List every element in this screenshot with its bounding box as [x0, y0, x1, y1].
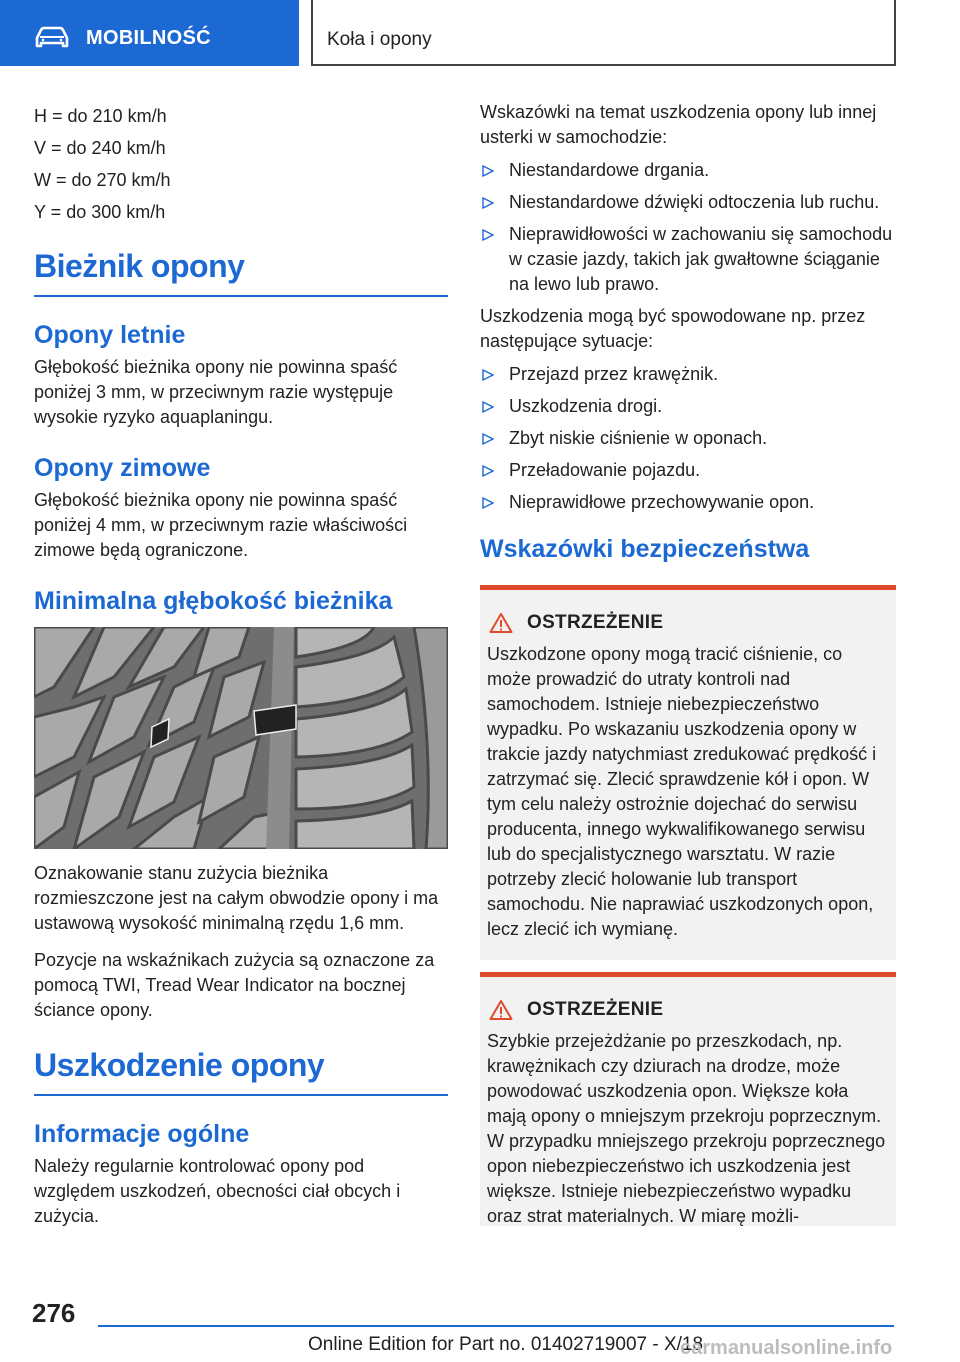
speed-line: Y = do 300 km/h [34, 202, 166, 222]
list-item [480, 490, 896, 515]
page-number: 276 [32, 1298, 76, 1328]
list-item-text: Nieprawidłowości w zachowaniu się samochodu w czasie jazdy, takich jak gwałtowne ściąganie na lewo lub prawo. [509, 224, 893, 294]
list-item [480, 394, 896, 419]
triangle-bullet-icon [482, 229, 494, 241]
hints-list [480, 158, 896, 297]
speed-line: V = do 240 km/h [34, 138, 166, 158]
right-column [480, 100, 896, 1226]
triangle-bullet-icon [482, 401, 494, 413]
hints-intro: Wskazówki na temat uszkodzenia opony lub innej usterki w samochodzie: [480, 102, 877, 147]
page-header [0, 0, 960, 66]
list-item-text: Niestandardowe dźwięki odtoczenia lub ruchu. [509, 192, 880, 212]
min-depth-heading: Minimalna głębokość bieżnika [34, 587, 393, 615]
watermark: carmanualsonline.info [680, 1337, 893, 1359]
summer-text: Głębokość bieżnika opony nie powinna spaść poniżej 3 mm, w przeciwnym razie występuje wysokie ryzyko aquaplaningu. [34, 357, 398, 427]
list-item-text: Uszkodzenia drogi. [509, 396, 663, 416]
triangle-bullet-icon [482, 197, 494, 209]
min-depth-text-1: Oznakowanie stanu zużycia bieżnika rozmieszczone jest na całym obwodzie opony i ma ustawową wysokość minimalną rzędu 1,6 mm. [34, 863, 439, 933]
causes-list [480, 362, 896, 515]
winter-heading: Opony zimowe [34, 454, 211, 482]
speed-line: W = do 270 km/h [34, 170, 171, 190]
list-item-text: Przejazd przez krawężnik. [509, 364, 719, 384]
general-info-heading: Informacje ogólne [34, 1120, 250, 1148]
warning-header [487, 612, 890, 634]
left-column [34, 100, 448, 1237]
list-item-text: Niestandardowe drgania. [509, 160, 710, 180]
chapter-box [311, 0, 896, 66]
warning-text: Uszkodzone opony mogą tracić ciśnienie, co może prowadzić do utraty kontroli nad samochodem. Istnieje niebezpieczeństwo wypadku. Po wskazaniu uszkodzenia opony w trakcie jazdy natychmiast zredukować prędkość i zatrzymać się. Zlecić sprawdzenie kół i opon. W tym celu należy ostrożnie dojechać do serwisu producenta, innego wykwalifikowanego serwisu lub do specjalistycznego warsztatu. W razie potrzeby zlecić holowanie lub transport samochodu. Nie naprawiać uszkodzonych opon, lecz zlecić ich wymianę. [487, 644, 877, 939]
summer-heading: Opony letnie [34, 321, 186, 349]
warning-label: OSTRZEŻENIE [527, 999, 664, 1020]
list-item [480, 362, 896, 387]
general-info-text: Należy regularnie kontrolować opony pod względem uszkodzeń, obecności ciał obcych i zużycia. [34, 1156, 401, 1226]
warning-triangle-icon [489, 612, 513, 634]
warning-box [480, 585, 896, 960]
edition-text: Online Edition for Part no. 01402719007 - X/18 [308, 1334, 704, 1355]
winter-text: Głębokość bieżnika opony nie powinna spaść poniżej 4 mm, w przeciwnym razie właściwości zimowe będą ograniczone. [34, 490, 408, 560]
list-item [480, 158, 896, 183]
car-icon [34, 26, 70, 50]
speed-list [34, 100, 448, 228]
warning-triangle-icon [489, 999, 513, 1021]
triangle-bullet-icon [482, 165, 494, 177]
triangle-bullet-icon [482, 465, 494, 477]
warning-text: Szybkie przejeżdżanie po przeszkodach, np. krawężnikach czy dziurach na drodze, może powodować uszkodzenia opon. Większe koła mają opony o mniejszym przekroju poprzecznym. W przypadku mniejszego przekroju poprzecznego opon niebezpieczeństwo ich uszkodzenia jest większe. Istnieje niebezpieczeństwo wypadku oraz strat materialnych. W miarę możli- [487, 1031, 886, 1226]
causes-intro: Uszkodzenia mogą być spowodowane np. przez następujące sytuacje: [480, 306, 866, 351]
min-depth-text-2: Pozycje na wskaźnikach zużycia są oznaczone za pomocą TWI, Tread Wear Indicator na bocznej ściance opony. [34, 950, 435, 1020]
damage-heading: Uszkodzenie opony [34, 1047, 448, 1096]
warning-header [487, 999, 890, 1021]
section-title: MOBILNOŚĆ [86, 27, 211, 49]
warning-label: OSTRZEŻENIE [527, 612, 664, 633]
list-item [480, 458, 896, 483]
tread-heading: Bieżnik opony [34, 248, 448, 297]
list-item-text: Zbyt niskie ciśnienie w oponach. [509, 428, 768, 448]
chapter-title: Koła i opony [327, 29, 432, 50]
section-tab [0, 0, 299, 66]
list-item [480, 222, 896, 297]
triangle-bullet-icon [482, 433, 494, 445]
triangle-bullet-icon [482, 369, 494, 381]
safety-heading: Wskazówki bezpieczeństwa [480, 535, 810, 563]
warning-box [480, 972, 896, 1226]
list-item [480, 426, 896, 451]
list-item [480, 190, 896, 215]
list-item-text: Nieprawidłowe przechowywanie opon. [509, 492, 815, 512]
list-item-text: Przeładowanie pojazdu. [509, 460, 701, 480]
footer-divider [98, 1325, 894, 1327]
speed-line: H = do 210 km/h [34, 106, 167, 126]
tire-tread-illustration [34, 627, 448, 849]
triangle-bullet-icon [482, 497, 494, 509]
